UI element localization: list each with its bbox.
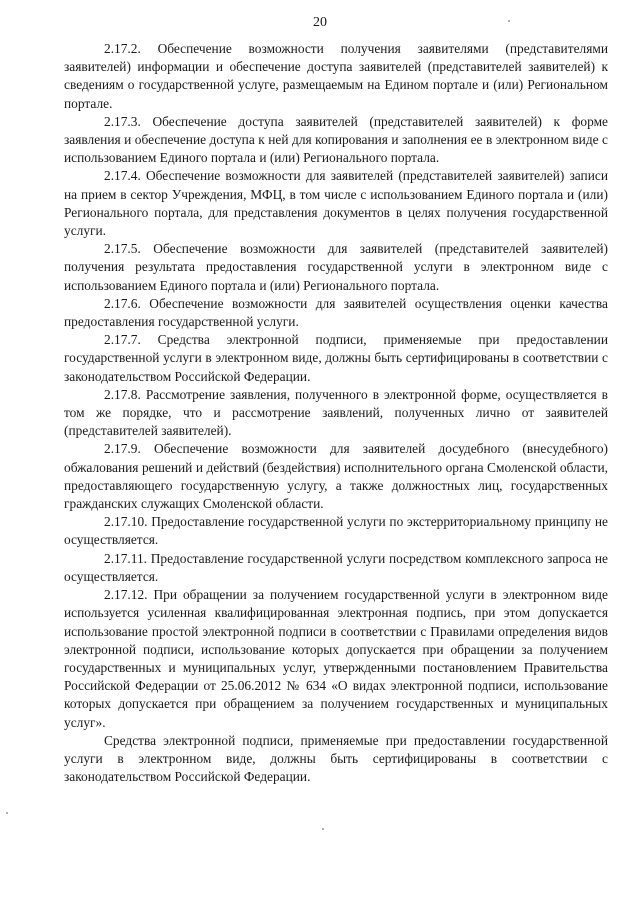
scan-speck <box>508 20 510 22</box>
paragraph-2-17-8: 2.17.8. Рассмотрение заявления, полученного в электронной форме, осуществляется в том же порядке, что и рассмотрение заявлений, полученных лично от заявителей (представителей заявителей). <box>64 386 608 439</box>
paragraph-2-17-12: 2.17.12. При обращении за получением государственной услуги в электронном виде используется усиленная квалифицированная электронная подпись, при этом допускается использование простой электронной подписи в соответствии с Правилами определения видов электронной подписи, использование которых допускается при обращении за получением государственных и муниципальных услуг, утвержденными постановлением Правительства Российской Федерации от 25.06.2012 № 634 «О видах электронной подписи, использование которых допускается при обращением за получением государственных и муниципальных услуг». <box>64 587 608 730</box>
paragraph-2-17-7: 2.17.7. Средства электронной подписи, применяемые при предоставлении государственной услуги в электронном виде, должны быть сертифицированы в соответствии с законодательством Российской Федерации. <box>64 332 608 384</box>
page-number: 20 <box>313 15 327 30</box>
paragraph-2-17-9: 2.17.9. Обеспечение возможности для заявителей досудебного (внесудебного) обжалования решений и действий (бездействия) исполнительного органа Смоленской области, предоставляющего государственную услугу, а также должностных лиц, государственных гражданских служащих Смоленской области. <box>64 441 608 512</box>
paragraph-2-17-6: 2.17.6. Обеспечение возможности для заявителей осуществления оценки качества предоставления государственной услуги. <box>64 295 608 330</box>
paragraph-2-17-5: 2.17.5. Обеспечение возможности для заявителей (представителей заявителей) получения результата предоставления государственной услуги в электронном виде с использованием Единого портала и (или) Регионального портала. <box>64 241 608 293</box>
paragraph-2-17-3: 2.17.3. Обеспечение доступа заявителей (представителей заявителей) к форме заявления и обеспечение доступа к ней для копирования и заполнения ее в электронном виде с использованием Единого портала и (или) Регионального портала. <box>64 113 608 166</box>
paragraph-2-17-10: 2.17.10. Предоставление государственной услуги по экстерриториальному принципу не осуществляется. <box>64 514 608 548</box>
paragraph-2-17-11: 2.17.11. Предоставление государственной услуги посредством комплексного запроса не осуществляется. <box>64 550 608 584</box>
scan-speck <box>6 812 8 814</box>
paragraph-2-17-2: 2.17.2. Обеспечение возможности получения заявителями (представителями заявителей) информации и обеспечение доступа заявителей (представителей заявителей) к сведениям о государственной услуге, размещаемым на Едином портале и (или) Региональном портале. <box>64 41 608 111</box>
scan-speck <box>322 828 324 830</box>
paragraph-2-17-4: 2.17.4. Обеспечение возможности для заявителей (представителей заявителей) записи на прием в сектор Учреждения, МФЦ, в том числе с использованием Единого портала и (или) Регионального портала, для представления документов в целях получения государственной услуги. <box>64 168 608 239</box>
paragraph-signature-means: Средства электронной подписи, применяемые при предоставлении государственной услуги в электронном виде, должны быть сертифицированы в соответствии с законодательством Российской Федерации. <box>64 732 608 785</box>
document-body <box>64 40 608 786</box>
